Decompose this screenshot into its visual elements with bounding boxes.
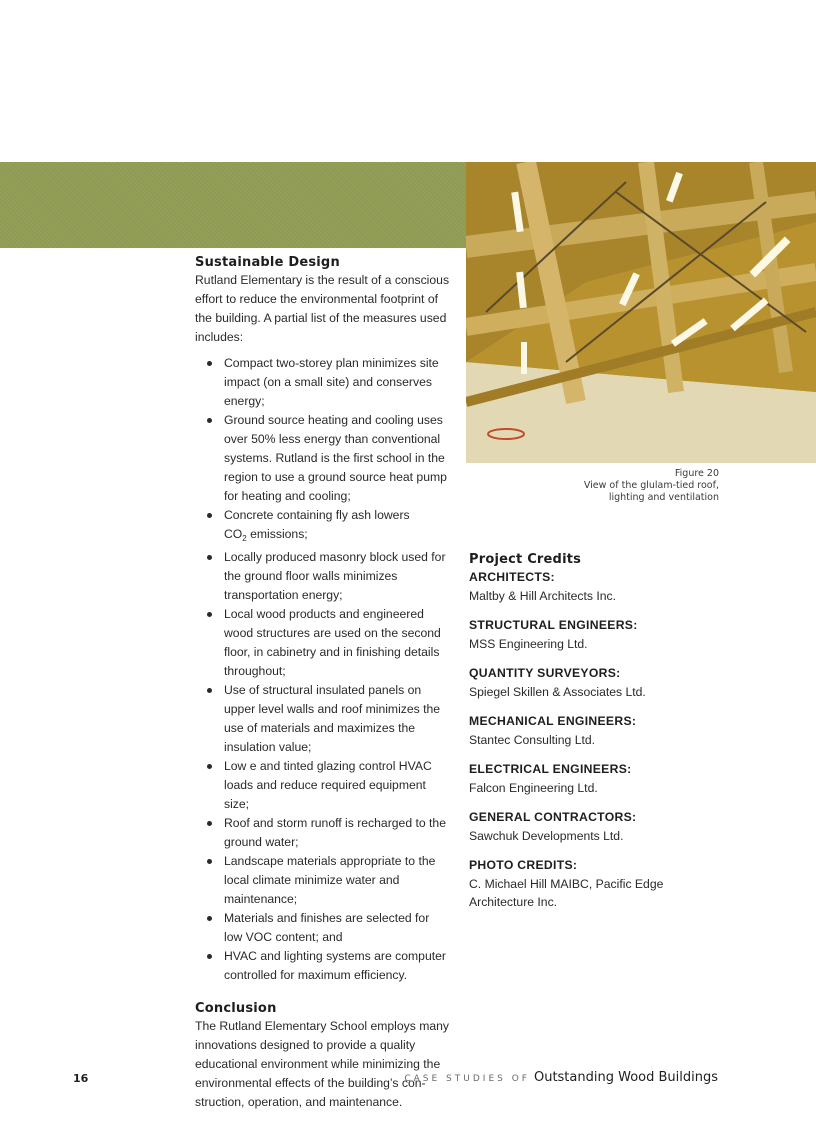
credit-label: PHOTO CREDITS:: [469, 858, 578, 872]
credit-group: [469, 856, 729, 911]
list-item: Local wood products and engineered wood structures are used on the second floor, in cabinetry and in finishing details throughout;: [195, 605, 450, 681]
conclusion-section: [195, 1001, 450, 1112]
list-item: [195, 506, 450, 548]
list-item: HVAC and lighting systems are computer controlled for maximum efficiency.: [195, 947, 450, 985]
list-item: Use of structural insulated panels on upper level walls and roof minimizes the use of materials and maximizes the insulation value;: [195, 681, 450, 757]
credit-label: ELECTRICAL ENGINEERS:: [469, 762, 632, 776]
credit-group: [469, 616, 729, 653]
figure-number: Figure 20: [674, 468, 719, 479]
list-item: Roof and storm runoff is recharged to the ground water;: [195, 814, 450, 852]
gym-roof-photo: [466, 162, 816, 463]
credit-group: [469, 568, 729, 605]
left-column: [195, 255, 450, 1112]
decorative-color-band: [0, 162, 466, 248]
credit-label: STRUCTURAL ENGINEERS:: [469, 618, 638, 632]
credit-value: Sawchuk Developments Ltd.: [469, 829, 624, 843]
list-item: Landscape materials appropriate to the local climate minimize water and maintenance;: [195, 852, 450, 909]
page-number: 16: [73, 1072, 89, 1085]
list-item: Low e and tinted glazing control HVAC loads and reduce required equipment size;: [195, 757, 450, 814]
conclusion-text: The Rutland Elementary School employs many innovations designed to provide a quality educational environment while minimizing the environmental effects of the building’s con-struction, operation, and maintenance.: [195, 1019, 450, 1109]
list-item: Materials and finishes are selected for low VOC content; and: [195, 909, 450, 947]
list-item: Compact two-storey plan minimizes site impact (on a small site) and conserves energy;: [195, 354, 450, 411]
gym-roof-illustration: [466, 162, 816, 463]
footer-series-name: Outstanding Wood Buildings: [533, 1070, 718, 1085]
credit-value: Spiegel Skillen & Associates Ltd.: [469, 685, 646, 699]
credit-label: GENERAL CONTRACTORS:: [469, 810, 637, 824]
credit-label: QUANTITY SURVEYORS:: [469, 666, 621, 680]
list-item-text: Concrete containing fly ash lowers: [224, 508, 410, 522]
credit-group: [469, 664, 729, 701]
project-credits-heading: Project Credits: [469, 552, 582, 567]
credit-group: [469, 808, 729, 845]
measures-list: [195, 354, 450, 985]
credit-value: Falcon Engineering Ltd.: [469, 781, 598, 795]
credit-value: MSS Engineering Ltd.: [469, 637, 588, 651]
figure-caption-line-2: lighting and ventilation: [608, 492, 719, 503]
footer-series-title: [404, 1070, 718, 1085]
credit-label: ARCHITECTS:: [469, 570, 555, 584]
credit-value: Maltby & Hill Architects Inc.: [469, 589, 616, 603]
credit-group: [469, 712, 729, 749]
project-credits: [469, 552, 729, 911]
sustainable-design-intro: Rutland Elementary is the result of a conscious effort to reduce the environmental footprint of the building. A partial list of the measures used includes:: [195, 273, 450, 344]
figure-caption: [584, 468, 719, 504]
credit-group: [469, 760, 729, 797]
list-item: Locally produced masonry block used for the ground floor walls minimizes transportation energy;: [195, 548, 450, 605]
co2-symbol: CO: [224, 527, 243, 541]
co2-subscript: 2: [242, 534, 247, 543]
conclusion-heading: Conclusion: [195, 1001, 277, 1016]
co2-tail: emissions;: [246, 527, 308, 541]
footer-series-prefix: CASE STUDIES OF: [404, 1074, 530, 1084]
credit-value: C. Michael Hill MAIBC, Pacific Edge Architecture Inc.: [469, 877, 664, 909]
sustainable-design-heading: Sustainable Design: [195, 255, 340, 270]
list-item: Ground source heating and cooling uses over 50% less energy than conventional systems. Rutland is the first school in the region to use a ground source heat pump for heating and cooling;: [195, 411, 450, 506]
figure-caption-line-1: View of the glulam-tied roof,: [583, 480, 719, 491]
credit-value: Stantec Consulting Ltd.: [469, 733, 596, 747]
credit-label: MECHANICAL ENGINEERS:: [469, 714, 637, 728]
